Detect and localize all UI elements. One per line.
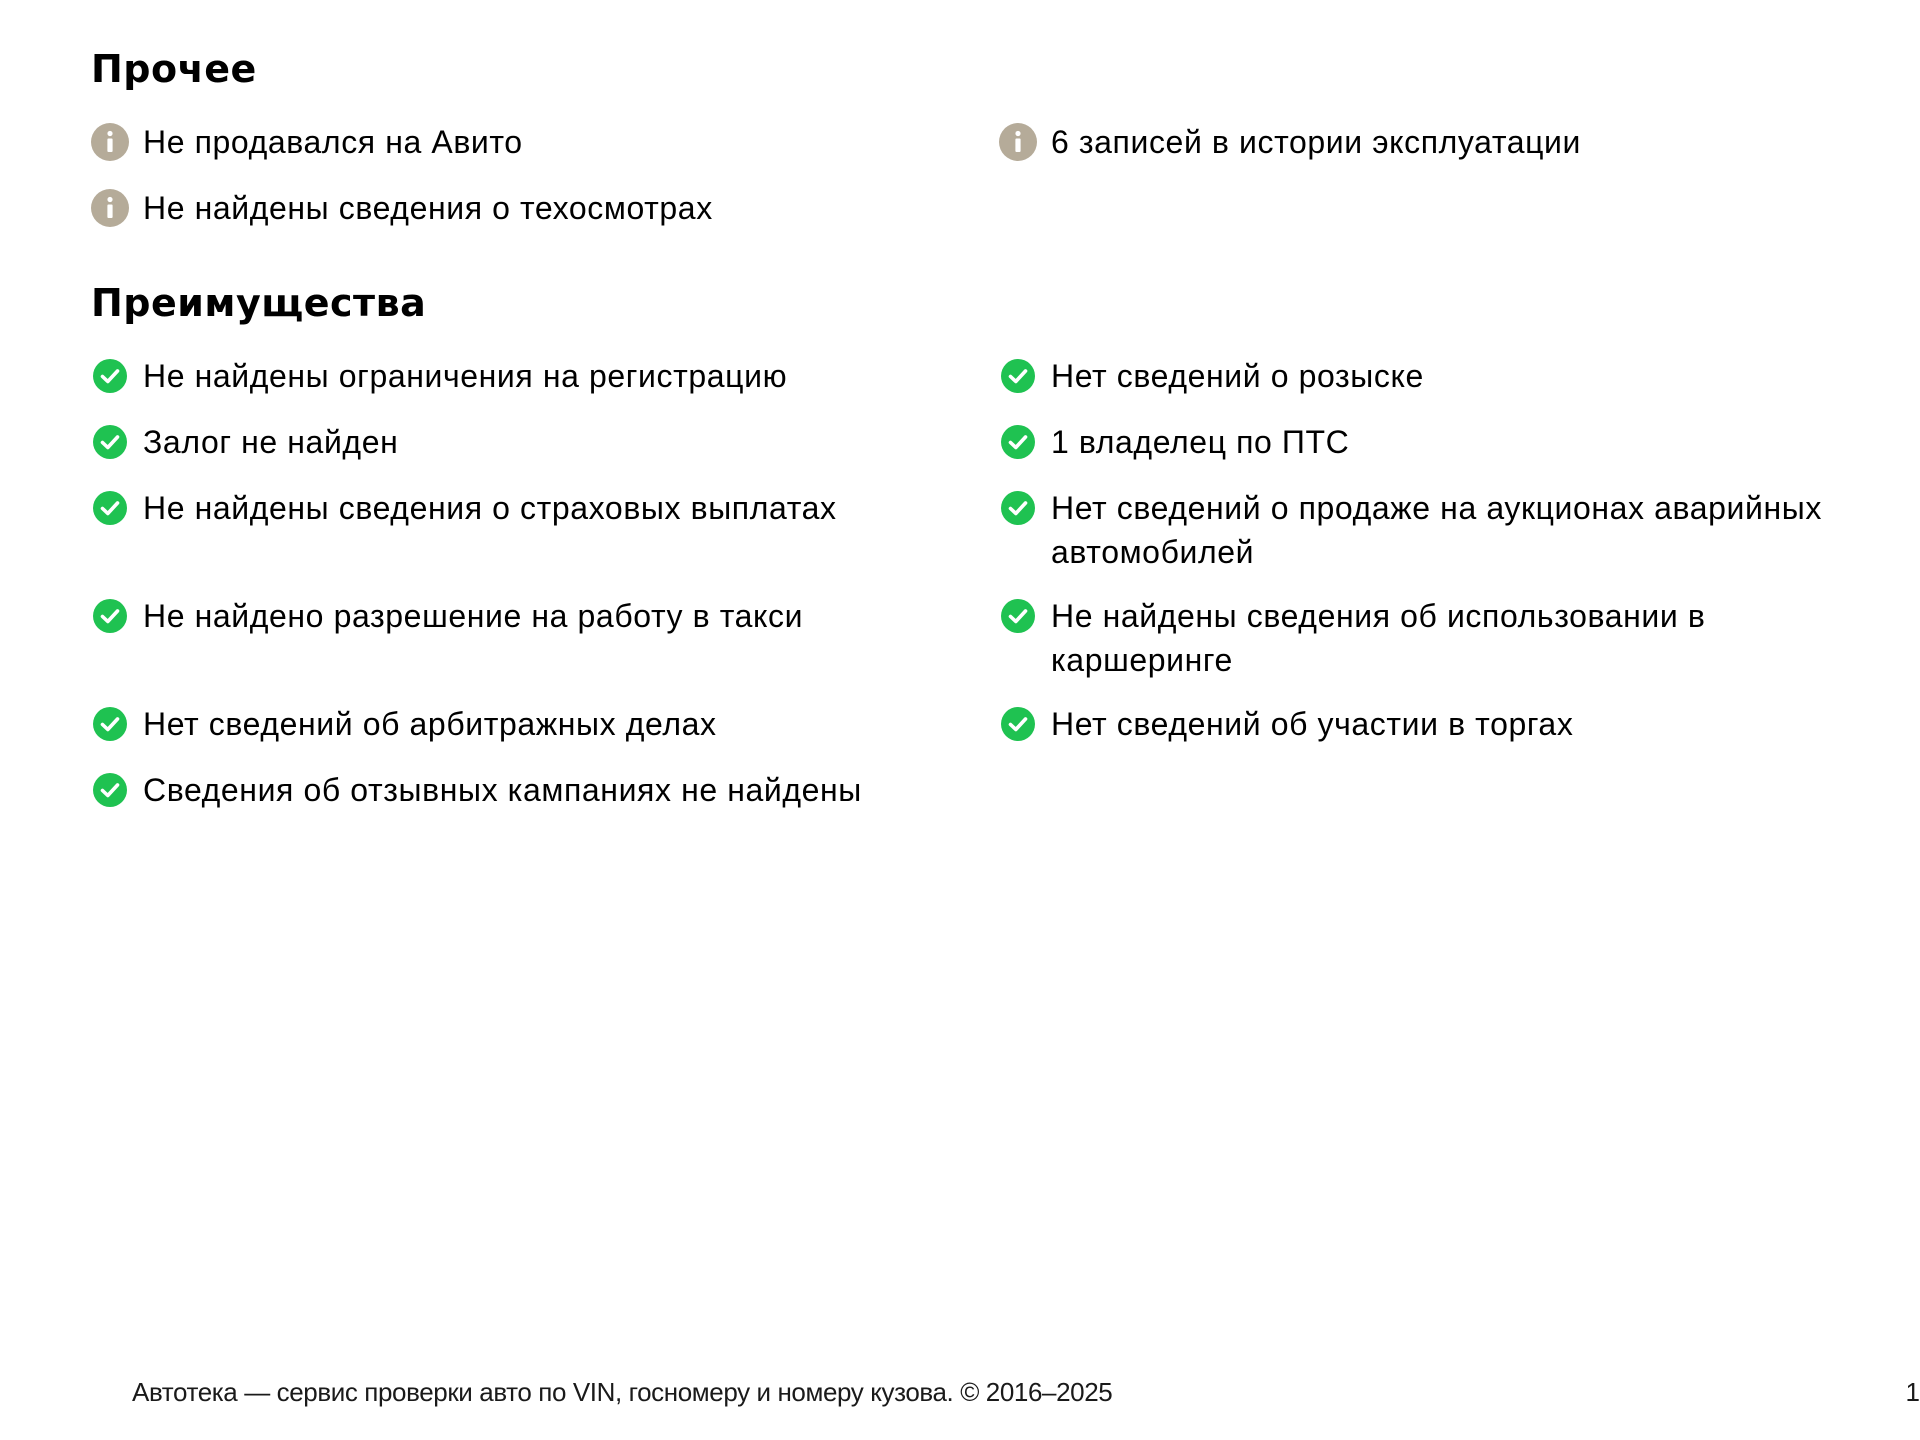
check-circle-icon <box>999 357 1037 395</box>
advantage-item-label: Не найдены сведения об использовании в каршеринге <box>1051 598 1706 678</box>
check-circle-icon <box>999 423 1037 461</box>
advantage-item-carsharing <box>999 597 1879 682</box>
advantage-item-label: Нет сведений об участии в торгах <box>1051 706 1574 742</box>
check-circle-icon <box>999 597 1037 635</box>
advantage-item-label: Не найдены сведения о страховых выплатах <box>143 490 837 526</box>
advantage-item-label: Залог не найден <box>143 424 399 460</box>
info-icon <box>91 123 129 161</box>
check-circle-icon <box>91 357 129 395</box>
advantage-item-label: Нет сведений о продаже на аукционах аварийных автомобилей <box>1051 490 1822 570</box>
advantage-item-label: Не найдены ограничения на регистрацию <box>143 358 788 394</box>
check-circle-icon <box>91 771 129 809</box>
advantage-item-insurance <box>91 489 971 530</box>
advantage-item-wanted <box>999 357 1879 398</box>
check-circle-icon <box>91 423 129 461</box>
advantage-item-auctions <box>999 489 1879 574</box>
section-title-other: Прочее <box>91 47 257 91</box>
other-item-label: 6 записей в истории эксплуатации <box>1051 124 1582 160</box>
other-item-label: Не найдены сведения о техосмотрах <box>143 190 713 226</box>
footer-text: Автотека — сервис проверки авто по VIN, госномеру и номеру кузова. © 2016–2025 <box>132 1377 1113 1407</box>
check-circle-icon <box>91 597 129 635</box>
advantage-item-label: Не найдено разрешение на работу в такси <box>143 598 804 634</box>
check-circle-icon <box>91 705 129 743</box>
advantage-item-recalls <box>91 771 971 812</box>
advantage-item-owners <box>999 423 1879 464</box>
advantage-item-label: Сведения об отзывных кампаниях не найдены <box>143 772 862 808</box>
check-circle-icon <box>999 489 1037 527</box>
advantage-item-label: Нет сведений о розыске <box>1051 358 1424 394</box>
info-icon <box>91 189 129 227</box>
info-icon <box>999 123 1037 161</box>
other-item-inspection <box>91 189 971 230</box>
other-item-label: Не продавался на Авито <box>143 124 523 160</box>
check-circle-icon <box>999 705 1037 743</box>
advantage-item-label: 1 владелец по ПТС <box>1051 424 1350 460</box>
other-item-avito <box>91 123 971 164</box>
advantage-item-tenders <box>999 705 1879 746</box>
page-number: 1 <box>1905 1377 1920 1407</box>
advantage-item-taxi <box>91 597 971 638</box>
advantage-item-arbitration <box>91 705 971 746</box>
advantage-item-pledge <box>91 423 971 464</box>
other-item-history <box>999 123 1879 164</box>
section-title-advantages: Преимущества <box>91 281 427 325</box>
check-circle-icon <box>91 489 129 527</box>
advantage-item-registration <box>91 357 971 398</box>
advantage-item-label: Нет сведений об арбитражных делах <box>143 706 717 742</box>
